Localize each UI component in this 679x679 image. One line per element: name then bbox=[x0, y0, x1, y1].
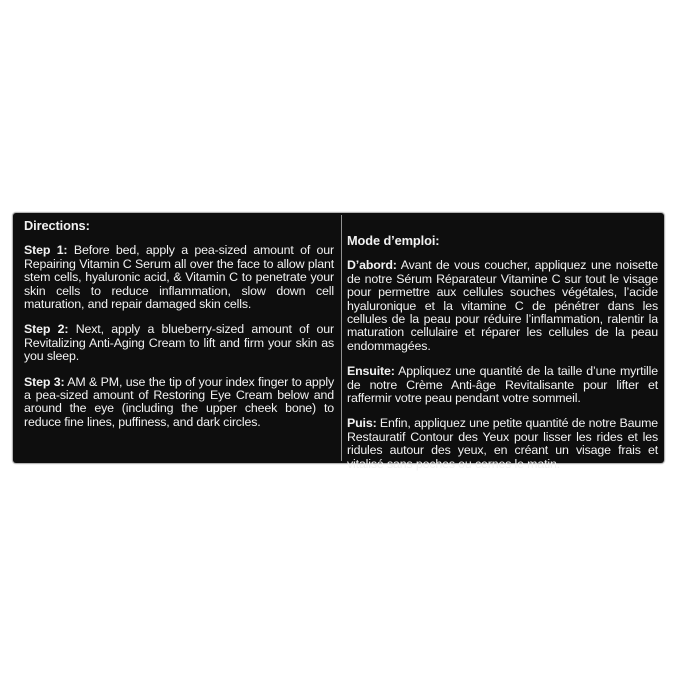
mode-demploi-heading: Mode d’emploi: bbox=[347, 233, 440, 248]
directions-column-french bbox=[347, 234, 658, 471]
puis-paragraph bbox=[347, 417, 658, 471]
step-1-lead: Step 1: bbox=[24, 243, 68, 258]
column-divider bbox=[341, 215, 342, 461]
step-2-body: Next, apply a blueberry-sized amount of our Revitalizing Anti-Aging Cream to lift and firm your skin as you sleep. bbox=[24, 322, 334, 364]
ensuite-paragraph bbox=[347, 365, 658, 405]
step-3-paragraph bbox=[24, 376, 334, 430]
step-2-lead: Step 2: bbox=[24, 322, 69, 337]
directions-heading: Directions: bbox=[24, 218, 90, 233]
step-3-body: AM & PM, use the tip of your index finger to apply a pea-sized amount of Restoring Eye Cream below and around the eye (including the upper cheek bone) to reduce fine lines, puffiness, and dark circles. bbox=[24, 374, 335, 429]
puis-body: Enfin, appliquez une petite quantité de notre Baume Restauratif Contour des Yeux pour lisser les rides et les ridules autour des yeux, en créant un visage frais et vitalisé sans poches ou cernes le matin. bbox=[347, 416, 658, 471]
puis-lead: Puis: bbox=[347, 416, 377, 431]
step-3-lead: Step 3: bbox=[24, 374, 65, 389]
dabord-lead: D’abord: bbox=[347, 258, 397, 273]
dabord-body: Avant de vous coucher, appliquez une noisette de notre Sérum Réparateur Vitamine C sur tout le visage pour permettre aux cellules souches végétales, l’acide hyaluronique et la vitamine C de pénétrer dans les cellules de la peau pour réduire l’inflammation, ralentir la maturation cellulaire et réparer les cellules de la peau endommagées. bbox=[347, 258, 659, 353]
step-1-paragraph bbox=[24, 244, 334, 311]
ensuite-body: Appliquez une quantité de la taille d’une myrtille de notre Crème Anti-âge Revitalisante pour lifter et raffermir votre peau pendant votre sommeil. bbox=[347, 364, 659, 406]
dabord-paragraph bbox=[347, 259, 658, 353]
product-label-panel bbox=[13, 213, 664, 471]
step-1-body: Before bed, apply a pea-sized amount of our Repairing Vitamin C Serum all over the face to allow plant stem cells, hyaluronic acid, & Vitamin C to penetrate your skin cells to reduce inflammation, slow down cell maturation, and repair damaged skin cells. bbox=[24, 243, 335, 312]
directions-column-english bbox=[24, 219, 334, 429]
ensuite-lead: Ensuite: bbox=[347, 364, 395, 379]
step-2-paragraph bbox=[24, 323, 334, 363]
